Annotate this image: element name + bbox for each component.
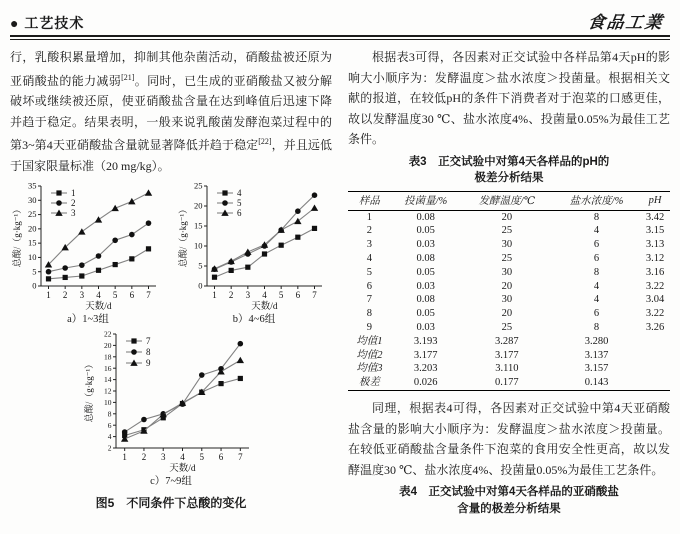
column-header: 投菌量/% [391, 191, 461, 210]
table4-caption [348, 484, 670, 517]
table-cell: 2 [366, 225, 372, 237]
table-cell: 6 [593, 253, 600, 265]
svg-text:3: 3 [245, 290, 251, 300]
svg-text:35: 35 [28, 180, 37, 191]
figure5-row-c [10, 328, 332, 488]
table-cell: 均值1 [356, 335, 383, 347]
body-paragraph-right-1: 根据表3可得，各因素对正交试验中各样品第4天pH的影响大小顺序为：发酵温度＞盐水浓度＞投菌量。根据相关文献的报道，在较低pH的条件下消费者对于泡菜的口感更佳，故以发酵温度30 ℃、盐水浓度4%、投菌量0.05%为最佳工艺条件。 [348, 50, 670, 146]
svg-text:总酸/（g·kg⁻¹）: 总酸/（g·kg⁻¹） [12, 204, 22, 268]
svg-text:1: 1 [71, 188, 76, 198]
table-cell: 8 [593, 211, 600, 223]
chart-subcaption-b: b）4~6组 [232, 314, 276, 325]
table-cell: 7 [366, 294, 372, 306]
figure5-chart-b-block [178, 180, 330, 326]
svg-text:4: 4 [237, 188, 242, 198]
reference-superscript: [21] [121, 72, 135, 82]
table-cell: 4 [593, 294, 600, 306]
header-rule [10, 35, 670, 40]
table-cell: 3.157 [584, 363, 609, 375]
svg-text:5: 5 [199, 452, 204, 462]
table-cell: 0.03 [416, 239, 435, 251]
svg-text:总酸/（g·kg⁻¹）: 总酸/（g·kg⁻¹） [178, 204, 188, 268]
svg-text:8: 8 [145, 347, 150, 357]
body-paragraph-left [10, 47, 332, 176]
svg-text:15: 15 [28, 237, 37, 248]
table-cell: 6 [366, 280, 372, 292]
table4-caption-line2: 含量的极差分析结果 [457, 502, 561, 515]
table-cell: 25 [501, 322, 513, 334]
table-row [348, 349, 670, 363]
figure5-caption: 图5 不同条件下总酸的变化 [95, 496, 247, 510]
svg-text:7: 7 [237, 452, 243, 462]
table3-title-line1: 表3 正交试验中对第4天各样品的pH的 [408, 155, 610, 168]
table-cell: 0.026 [413, 377, 438, 389]
svg-text:总酸/（g·kg⁻¹）: 总酸/（g·kg⁻¹） [83, 359, 94, 423]
svg-text:15: 15 [194, 220, 203, 231]
table-cell [640, 376, 670, 390]
table-cell: 3.193 [413, 335, 438, 347]
table-cell: 均值3 [356, 363, 383, 375]
svg-text:4: 4 [262, 290, 267, 300]
svg-text:25: 25 [28, 209, 37, 220]
chart-subcaption-c: c）7~9组 [150, 476, 192, 487]
svg-text:1: 1 [121, 452, 127, 462]
table-row [348, 238, 670, 252]
svg-text:4: 4 [179, 452, 185, 462]
table-cell: 4 [366, 253, 372, 265]
table-cell: 3.177 [413, 349, 438, 361]
line-chart-groups-4-6 [178, 180, 330, 312]
table-row [348, 225, 670, 239]
table-cell: 3.12 [645, 253, 665, 265]
svg-text:5: 5 [278, 290, 284, 300]
table-cell: 3.13 [645, 239, 665, 251]
svg-text:3: 3 [79, 290, 85, 300]
table3-title-line2: 极差分析结果 [474, 172, 544, 185]
svg-text:6: 6 [129, 290, 135, 300]
svg-text:30: 30 [28, 194, 37, 205]
table-cell: 3.22 [645, 308, 665, 320]
svg-text:20: 20 [103, 341, 111, 350]
table-row [348, 307, 670, 321]
svg-text:10: 10 [28, 252, 37, 263]
table-cell: 0.08 [416, 253, 435, 265]
svg-text:4: 4 [107, 432, 111, 442]
svg-text:20: 20 [28, 223, 37, 234]
table-cell: 25 [501, 225, 513, 237]
table-cell: 6 [593, 308, 600, 320]
svg-text:7: 7 [145, 336, 150, 346]
ph-range-analysis-table [348, 191, 670, 391]
table-cell: 0.08 [416, 211, 435, 223]
svg-text:1: 1 [212, 290, 217, 300]
svg-text:2: 2 [141, 452, 146, 462]
svg-text:6: 6 [237, 208, 242, 218]
table-cell: 0.03 [416, 322, 435, 334]
figure5-chart-c-block [84, 328, 259, 488]
table-cell: 5 [366, 266, 372, 278]
table-row [348, 321, 670, 335]
table-cell [640, 363, 670, 377]
line-chart-groups-1-3 [12, 180, 164, 312]
table-header-row [348, 191, 670, 210]
svg-text:4: 4 [96, 290, 101, 300]
text-segment: 行，乳酸积累量增加，抑制其他杂菌活动，硝酸盐被还原为亚硝酸盐的能力减弱 [10, 50, 332, 88]
table-cell: 20 [501, 308, 513, 320]
svg-text:5: 5 [237, 198, 242, 208]
table-cell: 3.16 [645, 266, 665, 278]
table-cell: 9 [366, 322, 372, 334]
table-cell: 0.08 [416, 294, 435, 306]
svg-text:天数/d: 天数/d [85, 302, 112, 312]
table-row [348, 376, 670, 390]
table-cell: 1 [366, 211, 372, 223]
svg-text:0: 0 [32, 280, 37, 291]
table-cell: 0.05 [416, 266, 435, 278]
table-cell: 30 [501, 266, 513, 278]
svg-text:6: 6 [107, 420, 111, 430]
column-header: 发酵温度/℃ [461, 191, 553, 210]
journal-logo: 食品工業 [586, 13, 666, 32]
table-row [348, 294, 670, 308]
svg-text:2: 2 [107, 443, 111, 453]
svg-text:5: 5 [198, 260, 203, 271]
table-cell [640, 349, 670, 363]
table-cell: 0.143 [584, 377, 609, 389]
svg-text:7: 7 [146, 290, 151, 300]
table-cell: 20 [501, 280, 513, 292]
section-label: ● 工艺技术 [10, 15, 85, 31]
table-cell: 3.110 [495, 363, 519, 375]
body-paragraph-right-2: 同理，根据表4可得，各因素对正交试验中第4天亚硝酸盐含量的影响大小顺序为：发酵温度＞盐水浓度＞投菌量。在较低亚硝酸盐含量条件下泡菜的食用安全性更高，故以发酵温度30 ℃、盐水浓度4%、投菌量0.05%为最佳工艺条件。 [348, 401, 670, 477]
table-cell: 0.05 [416, 225, 435, 237]
svg-text:22: 22 [103, 329, 111, 339]
right-column [348, 47, 670, 518]
table-cell: 8 [366, 308, 372, 320]
text-segment: 。同时，已生成的亚硝酸盐又被分解破坏或继续被还原，使亚硝酸盐含量在达到峰值后迅速下降并趋于稳定。结果表明，一般来说乳酸菌发酵泡菜过程中的第3~第4天亚硝酸盐含量就显著降低并趋于稳定 [10, 73, 332, 152]
table-cell: 3.177 [495, 349, 519, 361]
left-column [10, 47, 332, 518]
table-row [348, 363, 670, 377]
table4-caption-line1: 表4 正交试验中对第4天各样品的亚硝酸盐 [399, 486, 619, 499]
table-cell [640, 335, 670, 349]
line-chart-groups-7-9 [84, 328, 259, 474]
svg-text:25: 25 [194, 180, 203, 191]
svg-text:天数/d: 天数/d [168, 464, 196, 474]
svg-text:12: 12 [103, 386, 111, 396]
table-cell: 3.280 [584, 335, 609, 347]
svg-text:6: 6 [218, 452, 223, 462]
svg-text:1: 1 [46, 290, 51, 300]
table-row [348, 266, 670, 280]
svg-text:3: 3 [71, 208, 76, 218]
table-cell: 30 [501, 239, 513, 251]
two-column-body [10, 47, 670, 518]
table-cell: 0.177 [495, 377, 519, 389]
table-cell: 3.04 [645, 294, 665, 306]
svg-text:6: 6 [295, 290, 301, 300]
table-cell: 3.287 [495, 335, 519, 347]
svg-text:14: 14 [103, 375, 111, 385]
svg-text:10: 10 [103, 398, 111, 407]
svg-text:8: 8 [107, 409, 111, 419]
svg-text:7: 7 [312, 290, 317, 300]
table-cell: 均值2 [356, 349, 383, 361]
table3-title [348, 154, 670, 187]
svg-text:2: 2 [62, 290, 68, 300]
table-cell: 3.203 [413, 363, 438, 375]
table-row [348, 210, 670, 224]
svg-text:18: 18 [103, 352, 111, 362]
svg-text:0: 0 [198, 280, 203, 291]
table-cell: 0.05 [416, 308, 435, 320]
text-segment: ，并且远低于国家限量标准（20 mg/kg）。 [10, 138, 332, 173]
reference-superscript: [22] [258, 137, 272, 146]
table-row [348, 335, 670, 349]
table-cell: 3.22 [645, 280, 665, 292]
table-cell: 3 [366, 239, 372, 251]
table-cell: 3.137 [584, 349, 609, 361]
page-header [10, 8, 670, 33]
table-cell: 极差 [358, 377, 380, 389]
svg-text:3: 3 [160, 452, 165, 462]
figure5-chart-a-block [12, 180, 164, 326]
table-cell: 20 [501, 211, 513, 223]
table-cell: 0.03 [416, 280, 435, 292]
table-cell: 4 [593, 225, 600, 237]
table-row [348, 280, 670, 294]
column-header: pH [640, 191, 670, 210]
table-row [348, 252, 670, 266]
chart-subcaption-a: a）1~3组 [67, 314, 109, 325]
table-cell: 6 [593, 239, 600, 251]
table-cell: 3.15 [645, 225, 665, 237]
table-cell: 3.26 [645, 322, 665, 334]
figure5-row-ab [10, 180, 332, 326]
svg-text:9: 9 [145, 358, 150, 368]
svg-text:10: 10 [194, 240, 203, 251]
table-cell: 25 [501, 253, 513, 265]
table-cell: 8 [593, 322, 600, 334]
svg-text:2: 2 [228, 290, 234, 300]
svg-text:天数/d: 天数/d [251, 302, 278, 312]
svg-text:16: 16 [103, 363, 111, 373]
table-cell: 3.42 [645, 211, 665, 223]
svg-text:20: 20 [194, 200, 203, 211]
column-header: 盐水浓度/% [553, 191, 640, 210]
column-header: 样品 [348, 191, 391, 210]
table-cell: 4 [593, 280, 600, 292]
svg-text:2: 2 [71, 198, 76, 208]
table-cell: 30 [501, 294, 513, 306]
svg-text:5: 5 [112, 290, 118, 300]
svg-text:5: 5 [32, 266, 37, 277]
table-cell: 8 [593, 266, 600, 278]
